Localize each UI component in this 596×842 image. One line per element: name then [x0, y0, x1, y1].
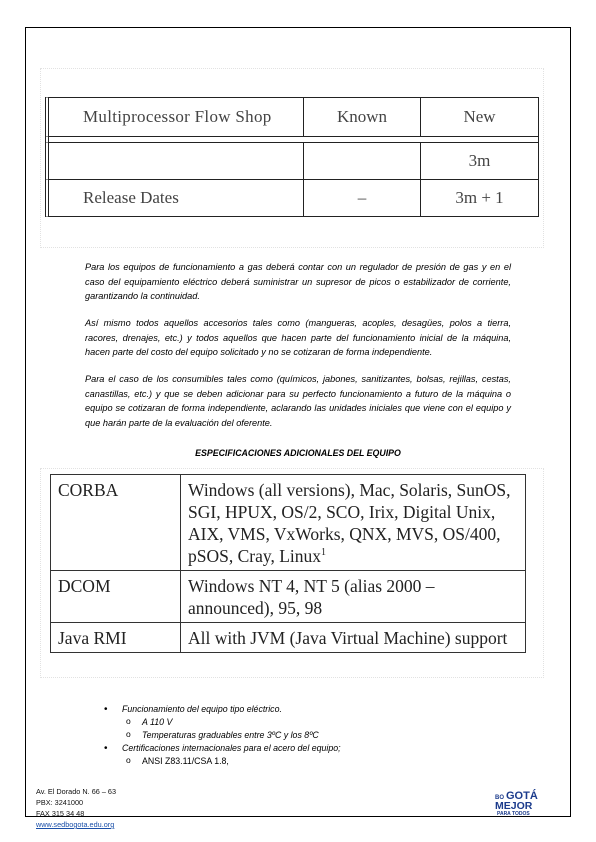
logo-text-gota: GOTÁ	[506, 790, 538, 802]
table-cell: 3m	[420, 142, 539, 180]
table-cell: Release Dates	[45, 180, 303, 217]
footer-contact	[36, 786, 116, 830]
table-cell	[303, 142, 420, 180]
table-cell	[45, 142, 303, 180]
table-row	[51, 571, 526, 623]
table-row	[45, 142, 539, 180]
list-item: • Funcionamiento del equipo tipo eléctrico.	[104, 703, 524, 716]
sub-list-item: o A 110 V	[104, 716, 524, 729]
table-row	[45, 97, 539, 137]
table-row	[45, 180, 539, 217]
table-cell-value: Windows (all versions), Mac, Solaris, SunOS, SGI, HPUX, OS/2, SCO, Irix, Digital Unix, AIX, VMS, VxWorks, QNX, MVS, OS/400, pSOS, Cray, Linux$^1$	[181, 475, 526, 571]
table-row	[51, 475, 526, 571]
table-cell: –	[303, 180, 420, 217]
flow-shop-table	[45, 97, 539, 217]
paragraph-gas-equipment: Para los equipos de funcionamiento a gas deberá contar con un regulador de presión de gas y en el caso del equipamiento eléctrico deberá suministrar un supresor de picos o estabilizador de corriente, garantizando la continuidad.	[85, 262, 511, 301]
table-cell-key: DCOM	[51, 571, 181, 623]
list-item: • Certificaciones internacionales para el acero del equipo;	[104, 742, 524, 755]
specification-list	[104, 703, 524, 768]
table-cell-value: All with JVM (Java Virtual Machine) support	[181, 623, 526, 653]
paragraph-consumables: Para el caso de los consumibles tales como (químicos, jabones, sanitizantes, bolsas, rejillas, cestas, canastillas, etc.) y que se deben adicionar para su perfecto funcionamiento a futuro de la máquina o equipo se cotizaran de forma independiente, aclarando las unidades iniciales que viene con el equipo y que harán parte de la evaluación del oferente.	[85, 374, 511, 428]
sub-list-item: o ANSI Z83.11/CSA 1.8,	[104, 755, 524, 768]
middleware-platform-table	[50, 474, 526, 653]
footer-fax: FAX 315 34 48	[36, 809, 85, 818]
sub-list-item: o Temperaturas graduables entre 3ºC y los 8ºC	[104, 729, 524, 742]
logo-text-mejor: MEJOR	[495, 800, 533, 812]
table-cell: Multiprocessor Flow Shop	[45, 97, 303, 137]
table-cell-key: Java RMI	[51, 623, 181, 653]
logo-text-bo: BO	[495, 795, 504, 801]
table-cell: Known	[303, 97, 420, 137]
table-cell: New	[420, 97, 539, 137]
table-row	[51, 623, 526, 653]
footer-website-link[interactable]: www.sedbogota.edu.org	[36, 820, 115, 829]
table-cell-value: Windows NT 4, NT 5 (alias 2000 – announced), 95, 98	[181, 571, 526, 623]
footnote-marker: 1	[321, 547, 327, 559]
section-heading: ESPECIFICACIONES ADICIONALES DEL EQUIPO	[195, 448, 401, 458]
footer-pbx: PBX: 3241000	[36, 798, 84, 807]
body-paragraphs	[85, 260, 511, 443]
table-cell-key: CORBA	[51, 475, 181, 571]
bogota-mejor-logo	[494, 788, 560, 816]
paragraph-accessories: Así mismo todos aquellos accesorios tales como (mangueras, acoples, desagües, polos a tierra, racores, drenajes, etc.) y todos aquellos que hacen parte del funcionamiento inicial de la máquina, hacen parte del costo del equipo solicitado y no se cotizaran de forma independiente.	[85, 318, 511, 357]
logo-text-para-todos: PARA TODOS	[497, 811, 530, 816]
footer-address: Av. El Dorado N. 66 – 63	[36, 787, 117, 796]
table-cell: 3m + 1	[420, 180, 539, 217]
